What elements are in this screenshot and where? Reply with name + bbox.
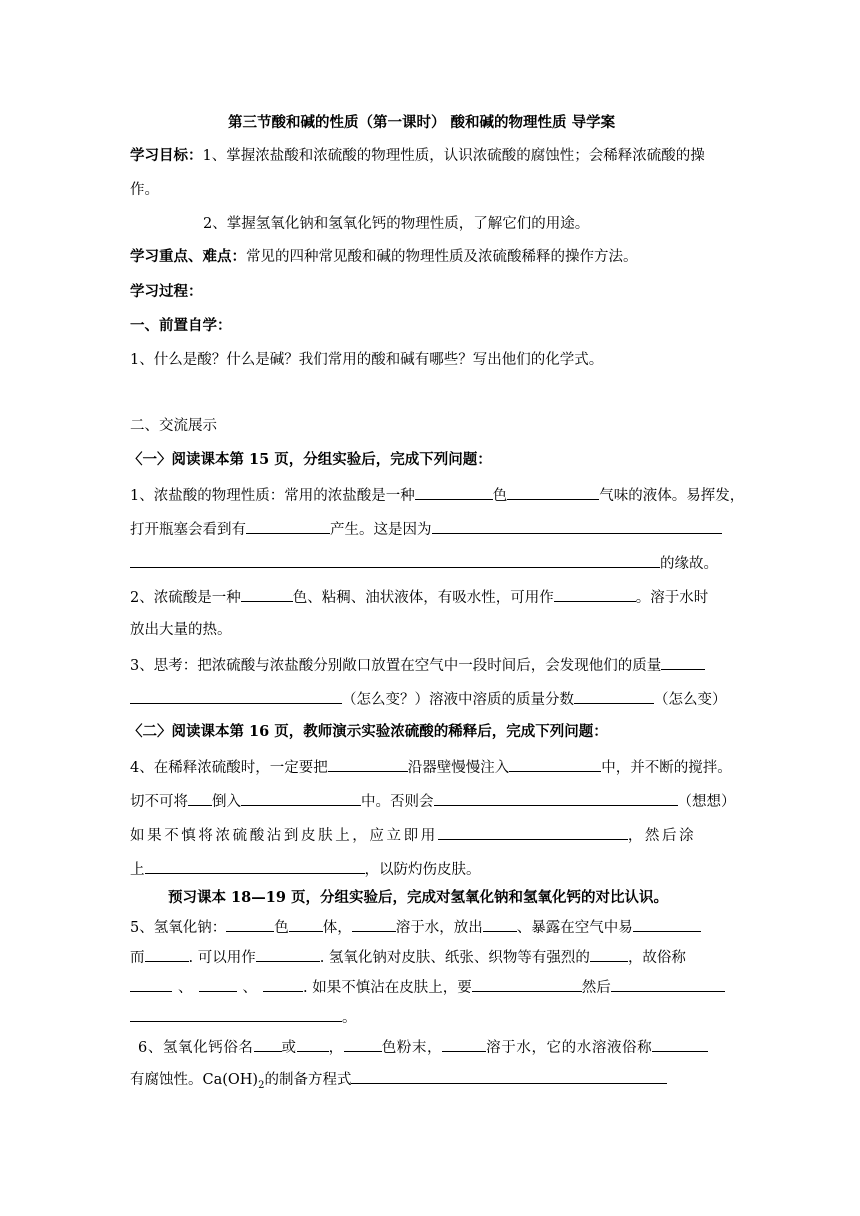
question6-line1 [138,1036,708,1058]
q4-blank-water[interactable] [509,756,601,772]
q6-blank-solubility[interactable] [442,1036,486,1052]
q5-blank-solubility[interactable] [352,916,396,932]
key-points-text: 常见的四种常见酸和碱的物理性质及浓硫酸稀释的操作方法。 [246,249,638,265]
q5-text-k: 、 [242,980,257,996]
q3-blank-mass-a[interactable] [661,654,705,670]
q6-text-f: 有腐蚀性。 [130,1072,203,1088]
q5-text-l: . 如果不慎沾在皮肤上，要 [303,980,472,996]
q5-text-n: 。 [342,1010,357,1026]
question4-line2 [130,790,736,812]
learning-goals-line1 [130,146,705,166]
section1-heading: 一、前置自学： [130,317,232,334]
q6-formula: Ca(OH) [202,1072,259,1088]
section2-heading: 二、交流展示 [130,418,217,434]
q6-text-e: 溶于水，它的水溶液俗称 [486,1040,653,1056]
q6-formula-subscript: 2 [258,1079,265,1091]
question4-line3 [130,824,696,846]
q4-text-d: 切不可将 [130,794,188,810]
q6-blank-name-2[interactable] [297,1036,329,1052]
q6-text-c: ， [328,1040,344,1056]
q1-blank-reason-a[interactable] [432,518,722,534]
q5-blank-color[interactable] [226,916,274,932]
q4-blank-consequence[interactable] [434,790,678,806]
q2-blank-use[interactable] [554,586,636,602]
learning-goal-1: 1、掌握浓盐酸和浓硫酸的物理性质，认识浓硫酸的腐蚀性；会稀释浓硫酸的操 [202,148,705,164]
key-points-label: 学习重点、难点： [130,248,246,265]
q4-text-g: （想想） [677,794,736,810]
section1-question1: 1、什么是酸？什么是碱？我们常用的酸和碱有哪些？写出他们的化学式。 [130,352,604,368]
q4-text-h: 如果不慎将浓硫酸沾到皮肤上，应立即用 [130,828,438,844]
q4-text-k: ，以防灼伤皮肤。 [364,862,481,878]
q1-text-d: 打开瓶塞会看到有 [130,522,246,538]
q5-blank-treat-a[interactable] [472,976,582,992]
learning-goals-label: 学习目标： [130,147,203,164]
q5-blank-treat-c[interactable] [130,1006,342,1022]
question5-line4 [130,1006,357,1028]
question5-line3 [130,976,725,998]
q1-text-a: 1、浓盐酸的物理性质：常用的浓盐酸是一种 [130,488,415,504]
question4-line4 [130,858,481,880]
q5-blank-corrosion[interactable] [590,946,628,962]
q4-blank-apply[interactable] [145,858,365,874]
question5-line1 [130,916,701,938]
question3-line1 [130,654,705,676]
question6-line2 [130,1068,667,1096]
q5-text-d: 溶于水，放出 [395,920,483,936]
q1-text-e: 产生。这是因为 [330,522,432,538]
q1-text-b: 色 [492,488,508,504]
q6-blank-equation[interactable] [351,1068,667,1084]
q5-text-m: 然后 [581,980,611,996]
q4-text-b: 沿器壁慢慢注入 [407,760,510,776]
q5-blank-deliquesce[interactable] [633,916,701,932]
question2-line1 [130,586,708,608]
q6-text-a: 6、氢氧化钙俗名 [138,1040,254,1056]
q1-blank-reason-b[interactable] [130,552,660,568]
q2-blank-color[interactable] [241,586,293,602]
page-title: 第三节酸和碱的性质（第一课时） 酸和碱的物理性质 导学案 [228,114,616,131]
q4-blank-wrong-b[interactable] [241,790,361,806]
q5-text-i: ，故俗称 [627,950,686,966]
learning-process-label: 学习过程： [130,283,203,300]
question3-line2 [130,688,727,710]
q1-text-c: 气味的液体。易挥发， [599,488,745,504]
q6-blank-name-1[interactable] [254,1036,282,1052]
q5-blank-heat[interactable] [483,916,517,932]
q5-blank-treat-b[interactable] [611,976,725,992]
question1-line3 [130,552,718,574]
q5-blank-state[interactable] [289,916,323,932]
q6-blank-color[interactable] [344,1036,382,1052]
q5-text-g: . 可以用作 [188,950,256,966]
q3-text-c: （怎么变） [654,692,727,708]
q5-blank-alias-1[interactable] [130,976,172,992]
q1-blank-smell[interactable] [507,484,599,500]
q2-text-a: 2、浓硫酸是一种 [130,590,241,606]
question1-line1 [130,484,744,506]
q3-text-a: 3、思考：把浓硫酸与浓盐酸分别敞口放置在空气中一段时间后，会发现他们的质量 [130,658,662,674]
q5-text-e: 、暴露在空气中易 [516,920,633,936]
question4-line1 [130,756,732,778]
q4-text-c: 中，并不断的搅拌。 [601,760,732,776]
q4-blank-rinse[interactable] [438,824,628,840]
question1-line2 [130,518,722,540]
q3-blank-fraction[interactable] [574,688,654,704]
q3-text-b: （怎么变？）溶液中溶质的质量分数 [342,692,574,708]
q4-text-a: 4、在稀释浓硫酸时，一定要把 [130,760,328,776]
question2-line2: 放出大量的热。 [130,622,232,638]
q1-blank-color[interactable] [415,484,493,500]
q2-text-c: 。溶于水时 [635,590,709,606]
q5-text-b: 色 [274,920,289,936]
q5-blank-alias-2[interactable] [199,976,237,992]
q5-text-f: 而 [130,950,145,966]
question5-line2 [130,946,686,968]
q5-text-a: 5、氢氧化钠： [130,920,227,936]
q5-blank-use[interactable] [256,946,320,962]
q5-text-h: . 氢氧化钠对皮肤、纸张、织物等有强烈的 [319,950,590,966]
q1-blank-phenomenon[interactable] [246,518,330,534]
q5-text-c: 体， [322,920,352,936]
part1-heading: 〈一〉阅读课本第 15 页，分组实验后，完成下列问题： [128,451,492,468]
q4-text-i: ，然后涂 [627,828,697,844]
q5-blank-effect[interactable] [145,946,189,962]
q5-blank-alias-3[interactable] [263,976,303,992]
q6-text-b: 或 [281,1040,297,1056]
q6-text-h: 的制备方程式 [264,1072,352,1088]
q5-text-j: 、 [178,980,193,996]
q6-blank-solution-name[interactable] [652,1036,708,1052]
q4-text-f: 中。否则会 [361,794,434,810]
learning-goal-2: 2、掌握氢氧化钠和氢氧化钙的物理性质，了解它们的用途。 [203,216,590,232]
learning-goal-1-continued: 作。 [130,182,159,198]
part2-heading: 〈二〉阅读课本第 16 页，教师演示实验浓硫酸的稀释后，完成下列问题： [128,723,608,740]
key-points-line [130,247,638,267]
part3-heading: 预习课本 18—19 页，分组实验后，完成对氢氧化钠和氢氧化钙的对比认识。 [168,889,668,906]
q6-text-d: 色粉末， [381,1040,443,1056]
q4-blank-acid[interactable] [328,756,408,772]
q4-blank-wrong-a[interactable] [188,790,212,806]
q4-text-e: 倒入 [212,794,241,810]
q1-text-f: 的缘故。 [660,556,718,572]
q4-text-j: 上 [130,862,145,878]
q2-text-b: 色、粘稠、油状液体，有吸水性，可用作 [292,590,554,606]
q3-blank-mass-b[interactable] [130,688,342,704]
